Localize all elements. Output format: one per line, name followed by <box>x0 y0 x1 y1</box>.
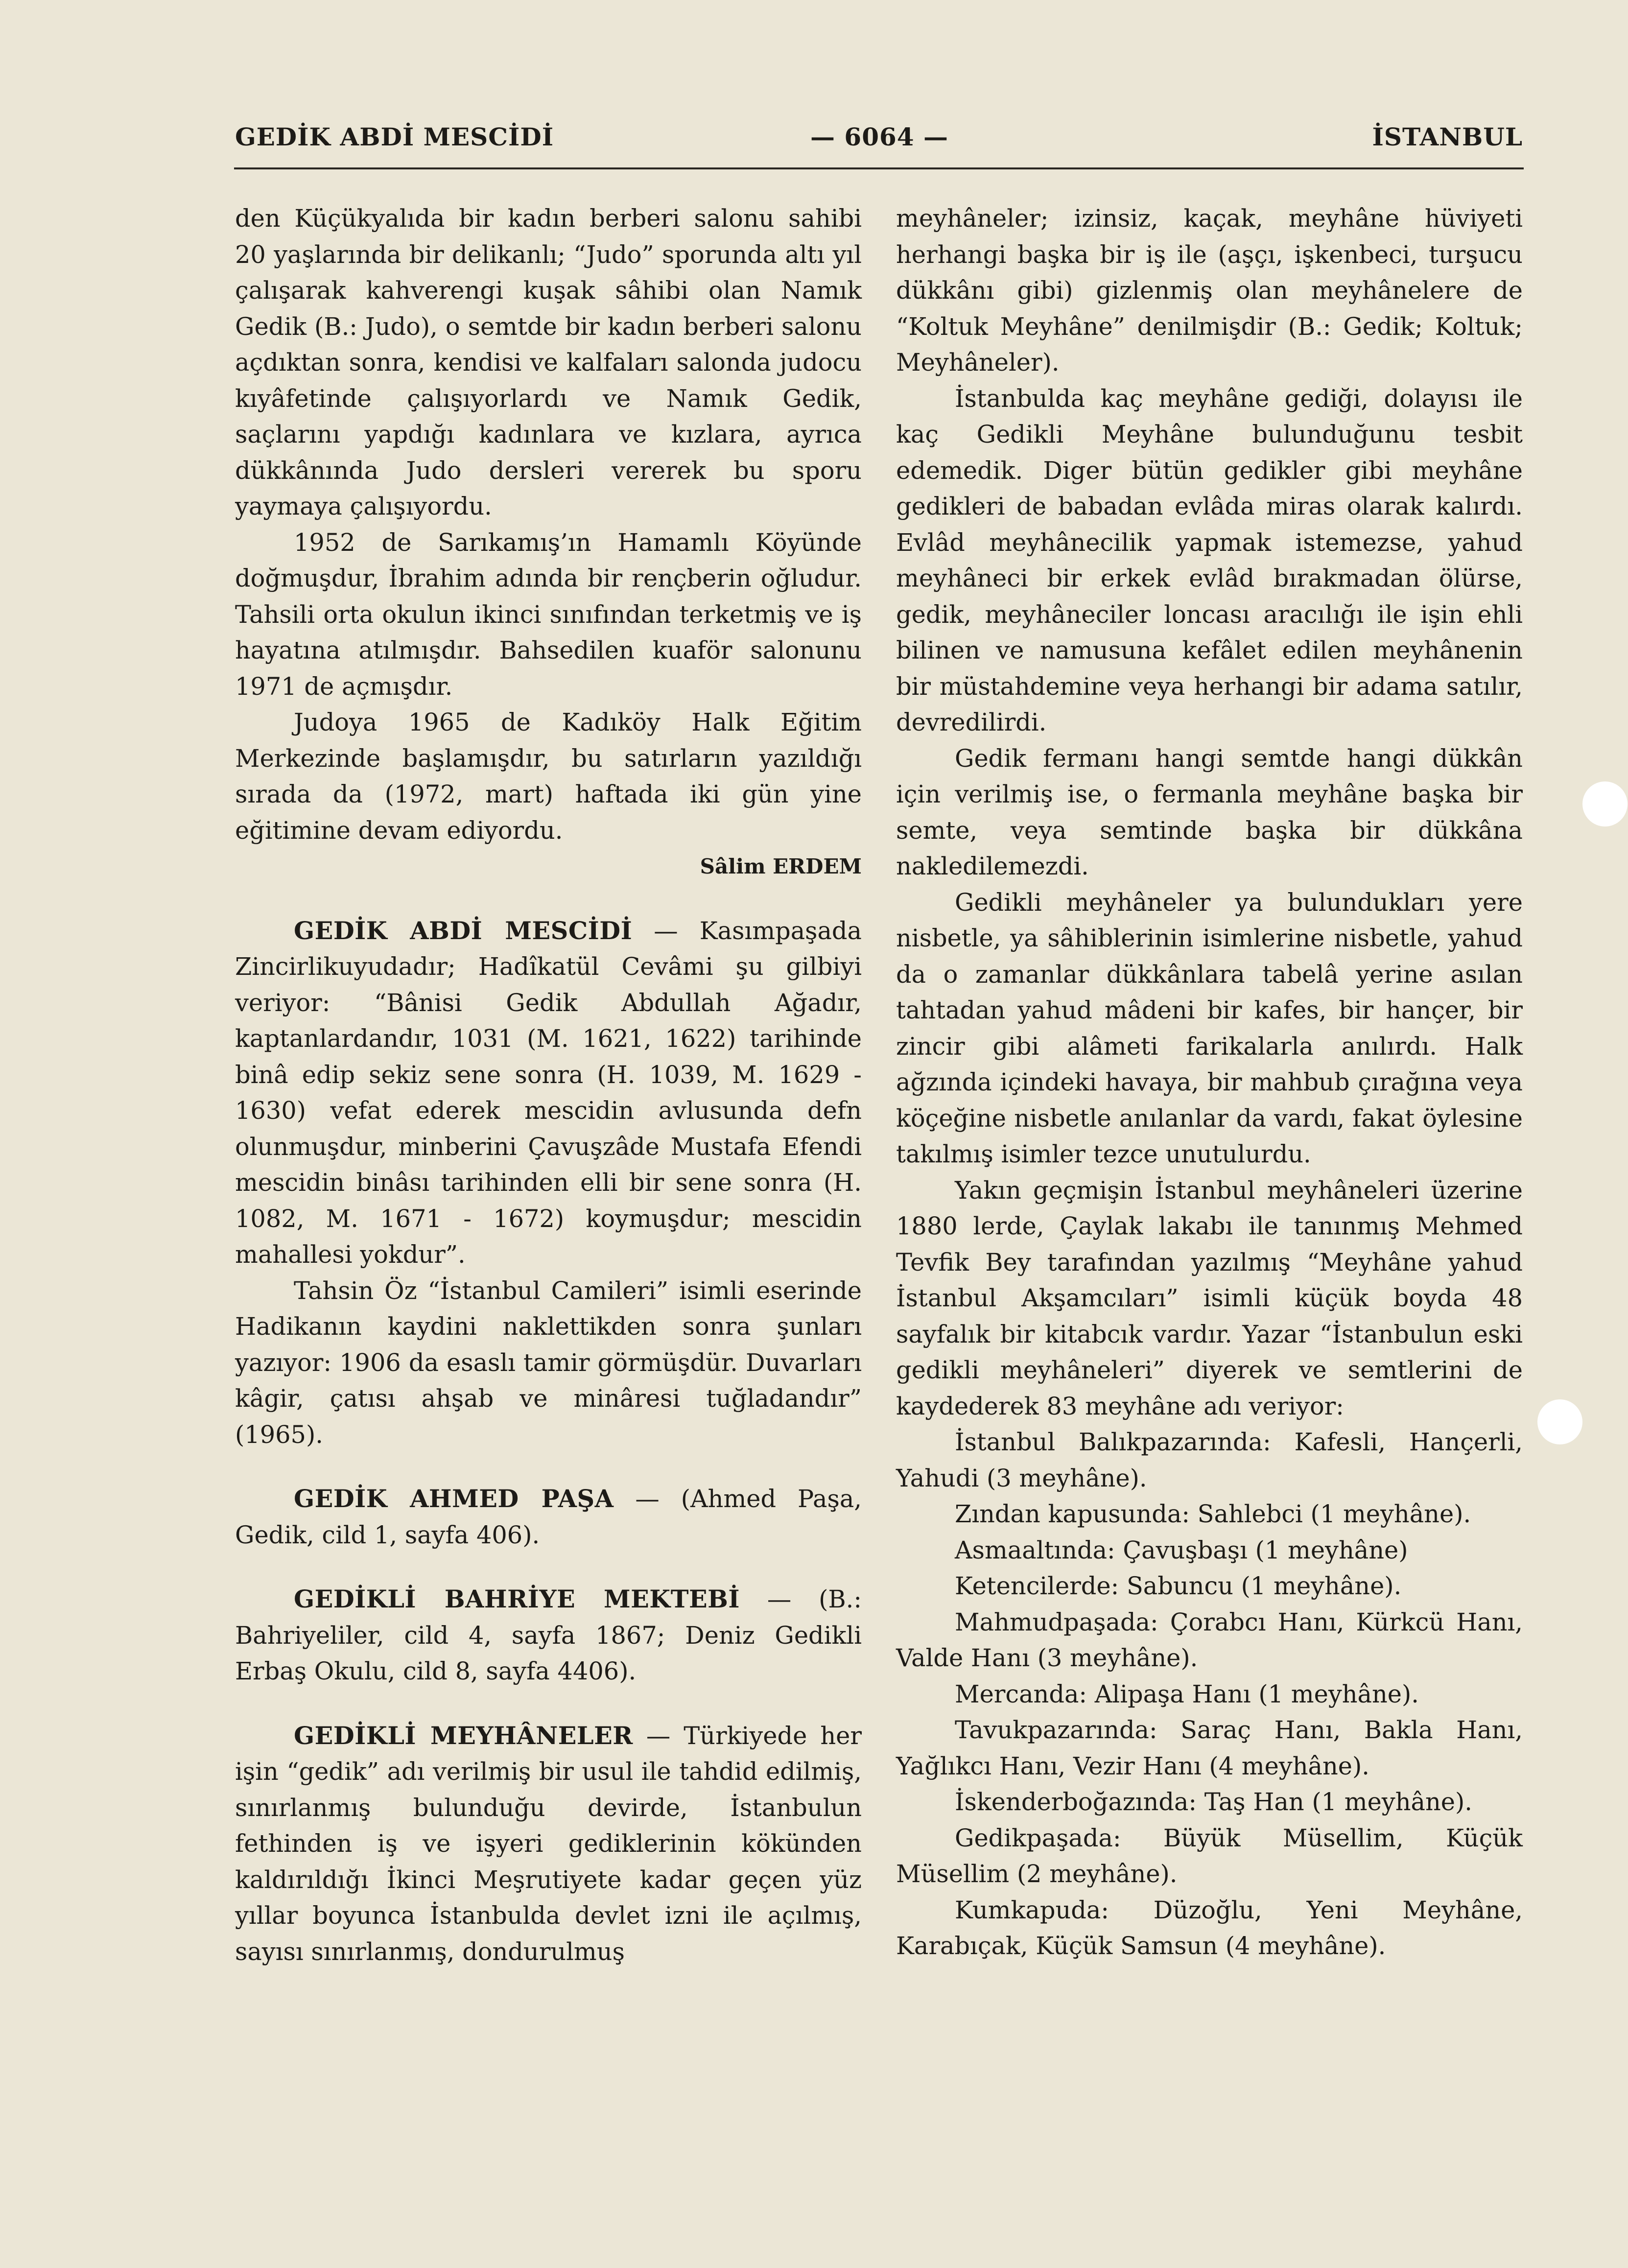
paragraph: meyhâneler; izinsiz, kaçak, meyhâne hüviyeti herhangi başka bir iş ile (aşçı, işkenbeci, turşucu dükkânı gibi) gizlenmiş olan meyhânelere de “Koltuk Meyhâne” denilmişdir (B.: Gedik; Koltuk; Meyhâneler). <box>896 204 1523 377</box>
entry-text: — (B.: Bahriyeliler, cild 4, sayfa 1867; Deniz Gedikli Erbaş Okulu, cild 8, sayfa 4406). <box>235 1585 862 1685</box>
paragraph: Gedik fermanı hangi semtde hangi dükkân için verilmiş ise, o fermanla meyhâne başka bir semte, veya semtinde başka bir dükkâna nakledilemezdi. <box>896 744 1523 880</box>
list-item: İskenderboğazında: Taş Han (1 meyhâne). <box>955 1788 1472 1816</box>
entry-gedikli-bahriye-mektebi <box>235 1582 862 1690</box>
running-header <box>235 122 1523 162</box>
binder-hole <box>1582 781 1628 827</box>
entry-heading: GEDİKLİ BAHRİYE MEKTEBİ <box>294 1585 740 1613</box>
entry-heading: GEDİKLİ MEYHÂNELER <box>294 1721 633 1750</box>
list-item: İstanbul Balıkpazarında: Kafesli, Hançerli, Yahudi (3 meyhâne). <box>896 1428 1523 1492</box>
paragraph: 1952 de Sarıkamış’ın Hamamlı Köyünde doğmuşdur, İbrahim adında bir rençberin oğludur. Tahsili orta okulun ikinci sınıfından terketmiş ve iş hayatına atılmışdır. Bahsedilen kuaför salonunu 1971 de açmışdır. <box>235 528 862 701</box>
right-column <box>896 201 1523 1964</box>
entry-text: — Türkiyede her işin “gedik” adı verilmiş bir usul ile tahdid edilmiş, sınırlanmış bulunduğu devirde, İstanbulun fethinden iş ve işyeri gediklerinin kökünden kaldırıldığı İkinci Meşrutiyete kadar geçen yüz yıllar boyunca İstanbulda devlet izni ile açılmış, sayısı sınırlanmış, dondurulmuş <box>235 1721 862 1966</box>
page-number: — 6064 — <box>810 122 948 151</box>
header-volume-title: İSTANBUL <box>1372 122 1523 151</box>
list-item: Zından kapusunda: Sahlebci (1 meyhâne). <box>955 1500 1471 1528</box>
author-signature: Sâlim ERDEM <box>700 854 862 878</box>
paragraph: Judoya 1965 de Kadıköy Halk Eğitim Merkezinde başlamışdır, bu satırların yazıldığı sırada da (1972, mart) haftada iki gün yine eğitimine devam ediyordu. <box>235 708 862 845</box>
entry-text: — Kasımpaşada Zincirlikuyudadır; Hadîkatül Cevâmi şu gilbiyi veriyor: “Bânisi Gedik Abdullah Ağadır, kaptanlardandır, 1031 (M. 1621, 1622) tarihinde binâ edip sekiz sene sonra (H. 1039, M. 1629 - 1630) vefat ederek mescidin avlusunda defn olunmuşdur, minberini Çavuşzâde Mustafa Efendi mescidin binâsı tarihinden elli bir sene sonra (H. 1082, M. 1671 - 1672) koymuşdur; mescidin mahallesi yokdur”. <box>235 916 862 1269</box>
binder-hole <box>1537 1399 1582 1444</box>
list-item: Asmaaltında: Çavuşbaşı (1 meyhâne) <box>955 1536 1408 1564</box>
list-item: Mercanda: Alipaşa Hanı (1 meyhâne). <box>955 1679 1419 1708</box>
entry-gedik-ahmed-pasa <box>235 1481 862 1553</box>
entry-gedik-abdi-mescidi <box>235 913 862 1453</box>
entry-heading: GEDİK AHMED PAŞA <box>294 1485 614 1513</box>
entry-heading: GEDİK ABDİ MESCİDİ <box>294 916 633 945</box>
list-item: Mahmudpaşada: Çorabcı Hanı, Kürkcü Hanı, Valde Hanı (3 meyhâne). <box>896 1607 1523 1672</box>
list-item: Kumkapuda: Düzoğlu, Yeni Meyhâne, Karabıçak, Küçük Samsun (4 meyhâne). <box>896 1895 1523 1960</box>
paragraph: den Küçükyalıda bir kadın berberi salonu sahibi 20 yaşlarında bir delikanlı; “Judo” sporunda altı yıl çalışarak kahverengi kuşak sâhibi olan Namık Gedik (B.: Judo), o semtde bir kadın berberi salonu açdıktan sonra, kendisi ve kalfaları salonda judocu kıyâfetinde çalışıyorlardı ve Namık Gedik, saçlarını yapdığı kadınlara ve kızlara, ayrıca dükkânında Judo dersleri vererek bu sporu yaymaya çalışıyordu. <box>235 204 862 520</box>
list-item: Tavukpazarında: Saraç Hanı, Bakla Hanı, Yağlıkcı Hanı, Vezir Hanı (4 meyhâne). <box>896 1716 1523 1780</box>
left-column <box>235 201 862 1970</box>
list-item: Gedikpaşada: Büyük Müsellim, Küçük Müsellim (2 meyhâne). <box>896 1823 1523 1888</box>
list-item: Ketencilerde: Sabuncu (1 meyhâne). <box>955 1572 1402 1600</box>
entry-text: — (Ahmed Paşa, Gedik, cild 1, sayfa 406). <box>235 1485 862 1549</box>
entry-gedikli-meyhaneler <box>235 1718 862 1970</box>
paragraph: Tahsin Öz “İstanbul Camileri” isimli eserinde Hadikanın kaydini naklettikden sonra şunları yazıyor: 1906 da esaslı tamir görmüşdür. Duvarları kâgir, çatısı ahşab ve minâresi tuğladandır” (1965). <box>235 1276 862 1449</box>
meyhane-list <box>896 1424 1523 1964</box>
header-rule <box>234 167 1524 169</box>
paragraph: İstanbulda kaç meyhâne gediği, dolayısı ile kaç Gedikli Meyhâne bulunduğunu tesbit edemedik. Diger bütün gedikler gibi meyhâne gedikleri de babadan evlâda miras olarak kalırdı. Evlâd meyhânecilik yapmak istemezse, yahud meyhâneci bir erkek evlâd bırakmadan ölürse, gedik, meyhâneciler loncası aracılığı ile işin ehli bilinen ve namusuna kefâlet edilen meyhânenin bir müstahdemine veya herhangi bir adama satılır, devredilirdi. <box>896 384 1523 736</box>
paragraph: Yakın geçmişin İstanbul meyhâneleri üzerine 1880 lerde, Çaylak lakabı ile tanınmış Mehmed Tevfik Bey tarafından yazılmış “Meyhâne yahud İstanbul Akşamcıları” isimli küçük boyda 48 sayfalık bir kitabcık vardır. Yazar “İstanbulun eski gedikli meyhâneleri” diyerek ve semtlerini de kaydederek 83 meyhâne adı veriyor: <box>896 1176 1523 1420</box>
paragraph: Gedikli meyhâneler ya bulundukları yere nisbetle, ya sâhiblerinin isimlerine nisbetle, yahud da o zamanlar dükkânlara tabelâ yerine asılan tahtadan yahud mâdeni bir kafes, bir hançer, bir zincir gibi alâmeti farikalarla anılırdı. Halk ağzında içindeki havaya, bir mahbub çırağına veya köçeğine nisbetle anılanlar da vardı, fakat öylesine takılmış isimler tezce unutulurdu. <box>896 888 1523 1168</box>
header-entry-title: GEDİK ABDİ MESCİDİ <box>235 122 554 151</box>
